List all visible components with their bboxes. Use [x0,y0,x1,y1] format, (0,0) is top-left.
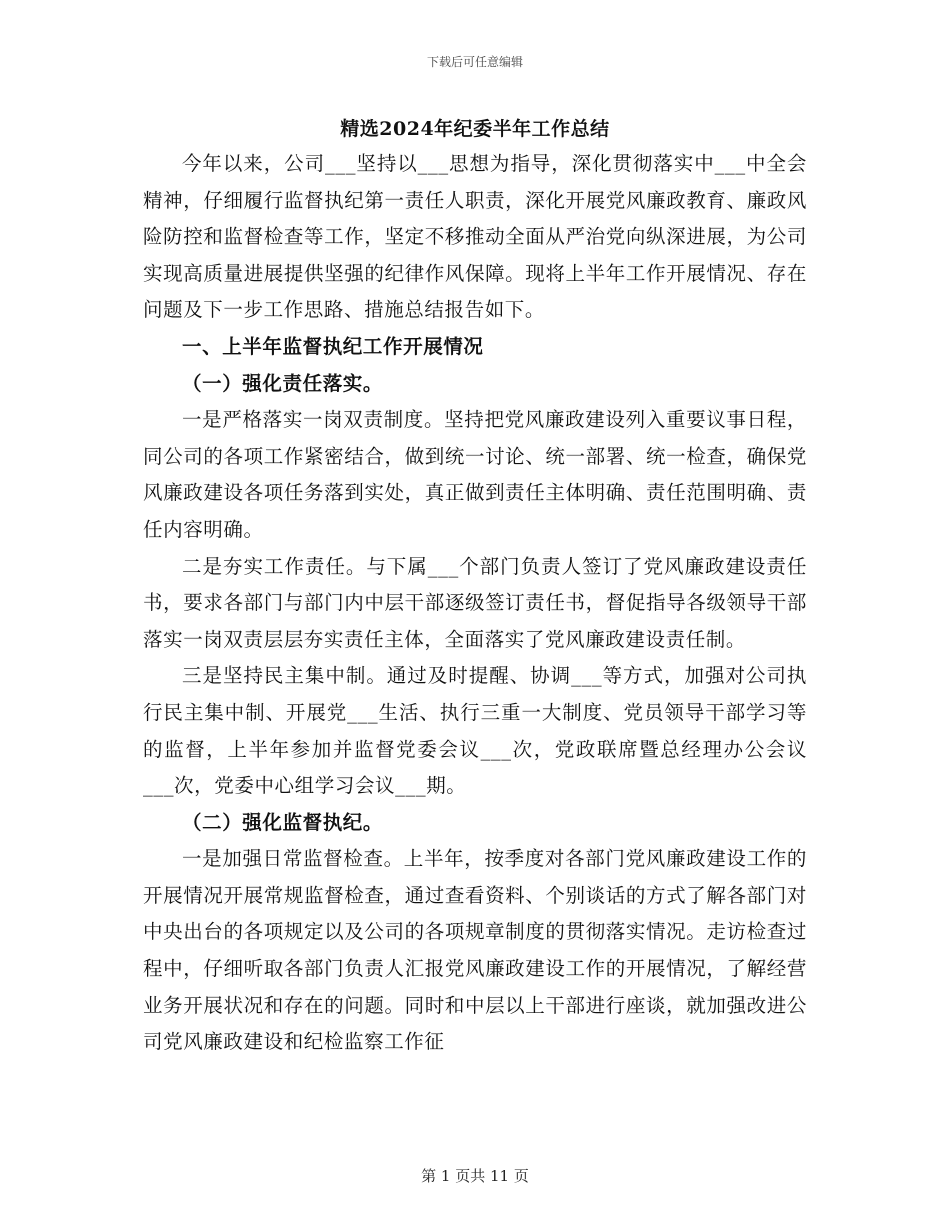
body-paragraph: 一是加强日常监督检查。上半年，按季度对各部门党风廉政建设工作的开展情况开展常规监督检查，通过查看资料、个别谈话的方式了解各部门对中央出台的各项规定以及公司的各项规章制度的贯彻落实情况。走访检查过程中，仔细听取各部门负责人汇报党风廉政建设工作的开展情况，了解经营业务开展状况和存在的问题。同时和中层以上干部进行座谈，就加强改进公司党风廉政建设和纪检监察工作征 [143,847,807,1054]
subsection-heading-1: （一）强化责任落实。 [182,371,384,395]
section-heading-1: 一、上半年监督执纪工作开展情况 [182,334,484,358]
page-header: 下载后可任意编辑 [426,55,523,69]
document-title: 精选2024年纪委半年工作总结 [340,118,610,140]
document-body [143,146,807,1061]
body-paragraph: 二是夯实工作责任。与下属___个部门负责人签订了党风廉政建设责任书，要求各部门与部门内中层干部逐级签订责任书，督促指导各级领导干部落实一岗双责层层夯实责任主体，全面落实了党风廉政建设责任制。 [143,554,807,651]
page-number-footer: 第 1 页共 11 页 [421,1167,529,1185]
subsection-heading-2: （二）强化监督执纪。 [182,810,384,834]
body-paragraph: 一是严格落实一岗双责制度。坚持把党风廉政建设列入重要议事日程，同公司的各项工作紧密结合，做到统一讨论、统一部署、统一检查，确保党风廉政建设各项任务落到实处，真正做到责任主体明确、责任范围明确、责任内容明确。 [143,408,807,541]
body-paragraph: 三是坚持民主集中制。通过及时提醒、协调___等方式，加强对公司执行民主集中制、开展党___生活、执行三重一大制度、党员领导干部学习等的监督，上半年参加并监督党委会议___次，党政联席暨总经理办公会议___次，党委中心组学习会议___期。 [143,664,807,798]
intro-paragraph: 今年以来，公司___坚持以___思想为指导，深化贯彻落实中___中全会精神，仔细履行监督执纪第一责任人职责，深化开展党风廉政教育、廉政风险防控和监督检查等工作，坚定不移推动全面从严治党向纵深进展，为公司实现高质量进展提供坚强的纪律作风保障。现将上半年工作开展情况、存在问题及下一步工作思路、措施总结报告如下。 [143,152,807,322]
